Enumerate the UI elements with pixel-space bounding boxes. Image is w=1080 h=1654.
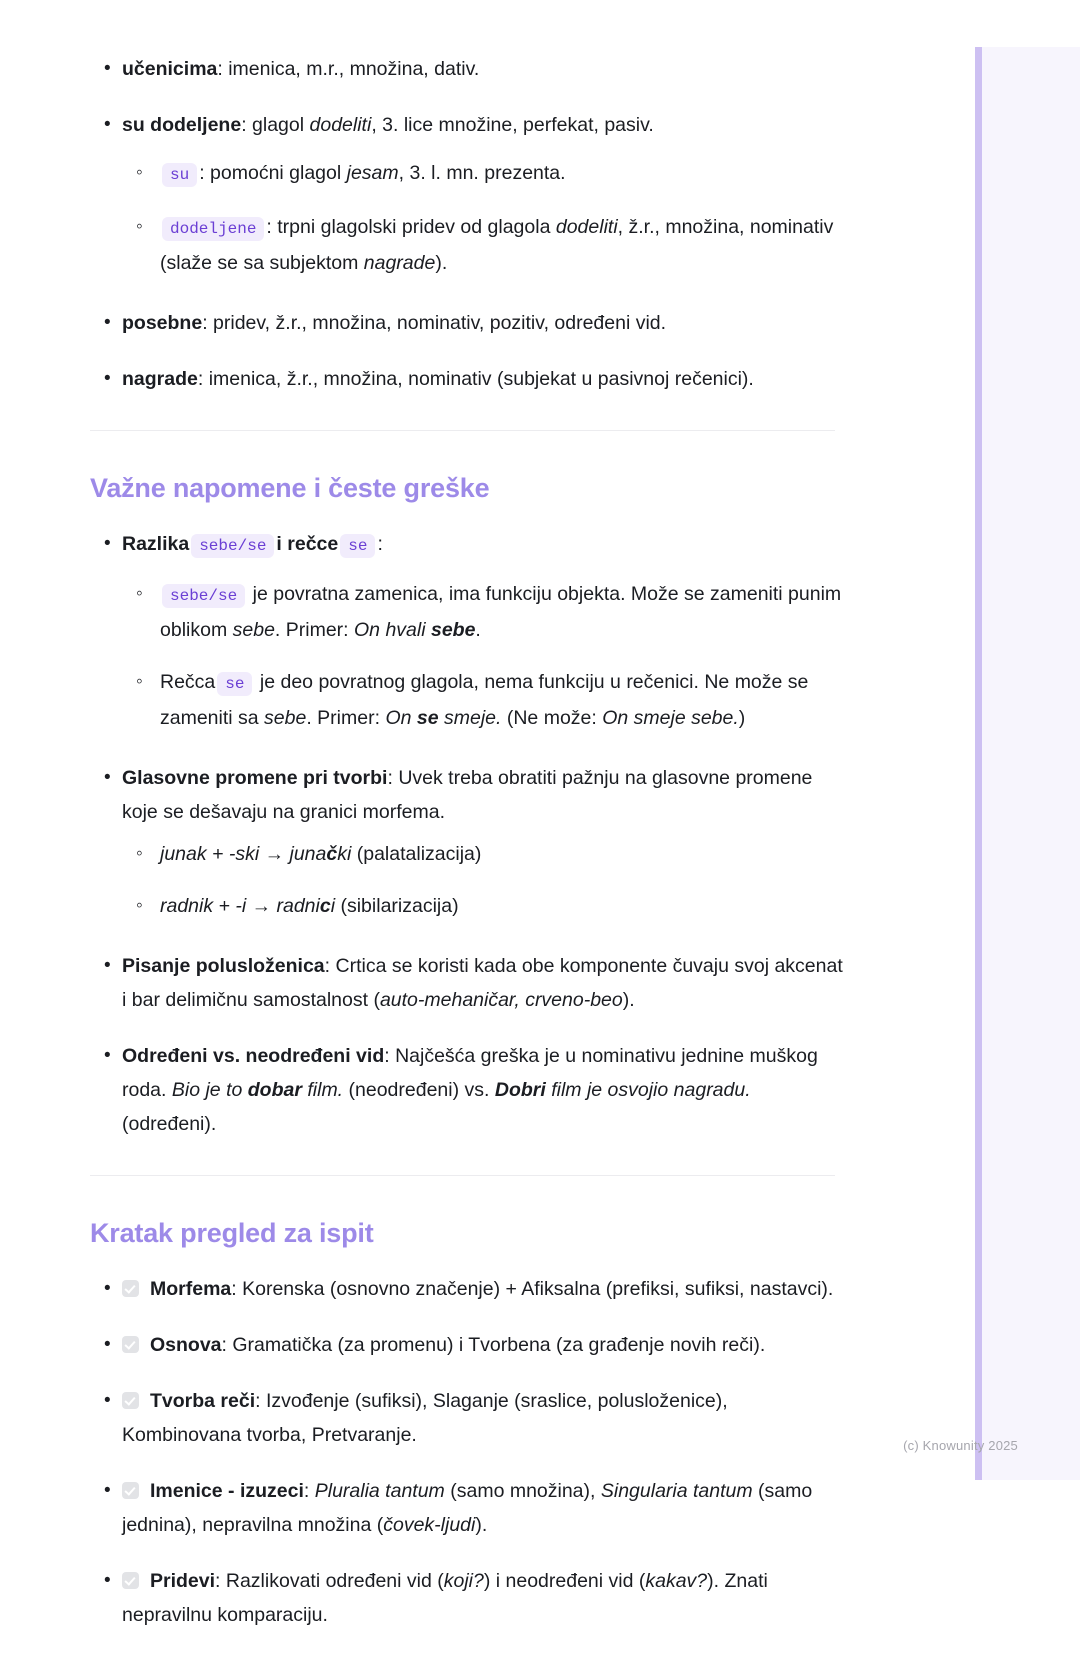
term-label: nagrade	[122, 368, 198, 390]
list-item	[90, 1272, 850, 1306]
term-description-end: (određeni).	[122, 1113, 217, 1135]
term-label: Osnova	[150, 1334, 222, 1356]
term-description: : Korenska (osnovno značenje) + Afiksalna (prefiksi, sufiksi, nastavci).	[231, 1278, 834, 1300]
example-italic-2: ki	[337, 843, 352, 865]
sub-list	[122, 156, 850, 280]
list-item	[90, 1384, 850, 1452]
term-label: Razlika	[122, 533, 190, 555]
sub-description: : trpni glagolski pridev od glagola	[266, 216, 556, 238]
term-description: : Crtica se koristi kada obe komponente čuvaju svoj akcenat i bar delimičnu samostalnost (	[122, 955, 843, 1011]
term-label: Glasovne promene pri tvorbi	[122, 767, 388, 789]
sub-description: je deo povratnog glagola, nema funkciju u rečenici. Ne može se zameniti sa	[160, 671, 809, 729]
term-description-end: ).	[622, 989, 635, 1011]
term-description-end: ). Znati nepravilnu komparaciju.	[122, 1570, 768, 1626]
list-item	[90, 1039, 850, 1141]
list-item	[122, 577, 850, 647]
example-emphasis: se	[416, 707, 439, 729]
sub-description-cont: , ž.r., množina, nominativ (slaže se sa subjektom	[160, 216, 834, 274]
list-item	[90, 949, 850, 1017]
term-label: Morfema	[150, 1278, 232, 1300]
term-label: Imenice - izuzeci	[150, 1480, 304, 1502]
sub-list	[122, 577, 850, 735]
list-item	[122, 837, 850, 871]
list-item	[90, 1328, 850, 1362]
list-item	[122, 210, 850, 280]
term-description: : glagol	[241, 114, 310, 136]
example-italic-2: smeje.	[438, 707, 502, 729]
example-italic-3: On smeje sebe.	[602, 707, 739, 729]
term-description-cont: (samo množina),	[444, 1480, 601, 1502]
italic-term-2: kakav?	[645, 1570, 708, 1592]
term-label: posebne	[122, 312, 203, 334]
code-chip-sebe-se: sebe/se	[191, 534, 274, 558]
italic-term: auto-mehaničar, crveno-beo	[379, 989, 623, 1011]
term-label: su dodeljene	[122, 114, 242, 136]
sub-list	[122, 837, 850, 923]
list-item	[90, 761, 850, 923]
example-italic-3: film je osvojio nagradu.	[545, 1079, 751, 1101]
exam-checklist	[90, 1272, 850, 1632]
example-italic-2: i	[330, 895, 336, 917]
sub-description: je povratna zamenica, ima funkciju objekta. Može se zameniti punim oblikom	[160, 583, 842, 641]
sub-description-cont-2: (Ne može:	[501, 707, 603, 729]
term-label: učenicima	[122, 58, 218, 80]
term-description: : pridev, ž.r., množina, nominativ, pozitiv, određeni vid.	[202, 312, 667, 334]
colon: :	[377, 533, 383, 555]
term-description-end: ).	[475, 1514, 488, 1536]
list-item	[90, 306, 850, 340]
page-title-notes: Važne napomene i česte greške	[90, 473, 490, 503]
italic-term: sebe	[264, 707, 307, 729]
sub-description-cont: , 3. l. mn. prezenta.	[398, 162, 566, 184]
checkbox-checked-icon[interactable]	[122, 1482, 139, 1499]
example-emphasis: sebe	[430, 619, 476, 641]
term-description: : Najčešća greška je u nominativu jednine muškog roda.	[122, 1045, 818, 1101]
term-label: Pisanje polusloženica	[122, 955, 325, 977]
example-emphasis: č	[326, 843, 338, 865]
example-italic: junak + -ski → juna	[160, 843, 327, 865]
example-emphasis: c	[319, 895, 331, 917]
right-panel-accent-edge	[975, 47, 982, 1480]
checkbox-checked-icon[interactable]	[122, 1336, 139, 1353]
term-label: Tvorba reči	[150, 1390, 256, 1412]
code-chip-dodeljene: dodeljene	[162, 217, 264, 241]
term-description: : Uvek treba obratiti pažnju na glasovne promene koje se dešavaju na granici morfema.	[122, 767, 813, 823]
notes-list	[90, 527, 850, 1141]
code-chip-se: se	[217, 672, 252, 696]
list-item	[90, 362, 850, 396]
document-content	[90, 0, 850, 1654]
example-italic: Bio je to	[171, 1079, 248, 1101]
checkbox-checked-icon[interactable]	[122, 1280, 139, 1297]
italic-term: Pluralia tantum	[314, 1480, 445, 1502]
example-italic-2: film.	[301, 1079, 344, 1101]
sub-description-cont: . Primer:	[274, 619, 355, 641]
term-description-cont: ) i neodređeni vid (	[483, 1570, 646, 1592]
right-decorative-panel	[975, 47, 1080, 1480]
sub-description: : pomoćni glagol	[199, 162, 347, 184]
section-divider	[90, 430, 835, 431]
term-description-cont-2: (samo jednina), nepravilna množina (	[122, 1480, 813, 1536]
sub-description-end: .	[475, 619, 481, 641]
term-label: Pridevi	[150, 1570, 216, 1592]
italic-term: sebe	[232, 619, 275, 641]
list-item	[122, 889, 850, 923]
term-description-cont: (neodređeni) vs.	[343, 1079, 495, 1101]
morphology-analysis-list	[90, 52, 850, 396]
code-chip-su: su	[162, 163, 197, 187]
example-italic: radnik + -i → radni	[160, 895, 320, 917]
list-item	[90, 1564, 850, 1632]
sub-description-end: )	[738, 707, 746, 729]
italic-term: dodeliti	[555, 216, 618, 238]
italic-term: dodeliti	[309, 114, 372, 136]
list-item	[90, 527, 850, 735]
page-title-exam: Kratak pregled za ispit	[90, 1218, 374, 1248]
italic-term-2: Singularia tantum	[600, 1480, 753, 1502]
term-description: : Izvođenje (sufiksi), Slaganje (sraslice, polusloženice), Kombinovana tvorba, Pretvaranje.	[122, 1390, 728, 1446]
example-italic: On	[385, 707, 417, 729]
copyright-watermark: (c) Knowunity 2025	[903, 1438, 1018, 1453]
sub-description: (sibilarizacija)	[335, 895, 459, 917]
italic-term-3: čovek-ljudi	[383, 1514, 476, 1536]
sub-description-end: ).	[435, 252, 448, 274]
list-item	[90, 1474, 850, 1542]
example-emphasis-2: Dobri	[494, 1079, 546, 1101]
term-label-2: i rečce	[276, 533, 339, 555]
code-chip-se: se	[340, 534, 375, 558]
term-description: : imenica, m.r., množina, dativ.	[217, 58, 480, 80]
sub-description: (palatalizacija)	[351, 843, 482, 865]
term-description: : Razlikovati određeni vid (	[215, 1570, 444, 1592]
sub-prefix: Rečca	[160, 671, 216, 693]
checkbox-checked-icon[interactable]	[122, 1392, 139, 1409]
example-italic: On hvali	[354, 619, 431, 641]
term-description: :	[303, 1480, 315, 1502]
list-item	[90, 52, 850, 86]
term-description-cont: , 3. lice množine, perfekat, pasiv.	[371, 114, 654, 136]
term-label: Određeni vs. neodređeni vid	[122, 1045, 385, 1067]
list-item	[90, 108, 850, 280]
list-item	[122, 665, 850, 735]
italic-term: koji?	[443, 1570, 484, 1592]
checkbox-checked-icon[interactable]	[122, 1572, 139, 1589]
term-description: : Gramatička (za promenu) i Tvorbena (za građenje novih reči).	[221, 1334, 766, 1356]
sub-description-cont: . Primer:	[306, 707, 386, 729]
italic-term-2: nagrade	[363, 252, 436, 274]
term-description: : imenica, ž.r., množina, nominativ (subjekat u pasivnoj rečenici).	[197, 368, 754, 390]
italic-term: jesam	[346, 162, 399, 184]
section-divider	[90, 1175, 835, 1176]
list-item	[122, 156, 850, 192]
example-emphasis: dobar	[247, 1079, 302, 1101]
code-chip-sebe-se: sebe/se	[162, 584, 245, 608]
